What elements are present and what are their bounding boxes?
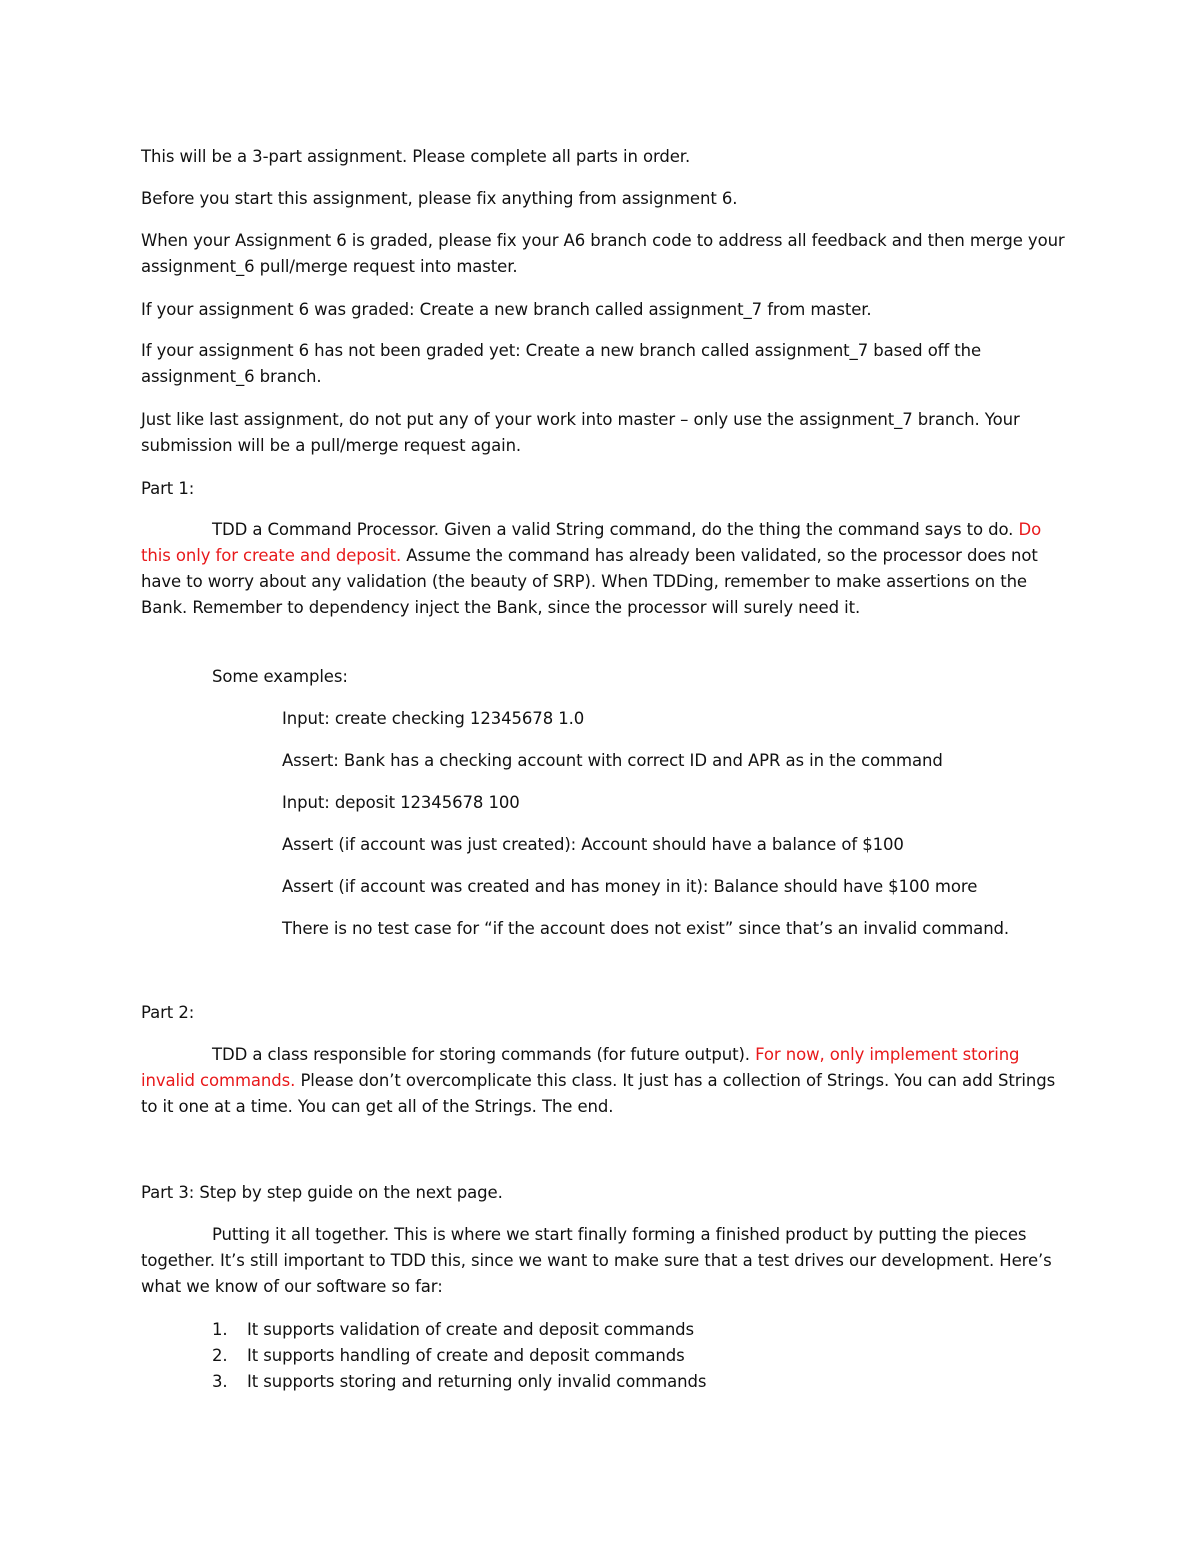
list-number: 3.	[212, 1372, 228, 1391]
part2-body-text-a: TDD a class responsible for storing commands (for future output).	[212, 1045, 756, 1064]
part2-body	[141, 1042, 1071, 1120]
intro-line-6: Just like last assignment, do not put any of your work into master – only use the assignment_7 branch. Your submission will be a pull/merge request again.	[141, 410, 1020, 455]
part1-heading: Part 1:	[141, 479, 195, 498]
list-number: 1.	[212, 1320, 228, 1339]
list-item-text: It supports storing and returning only invalid commands	[247, 1372, 707, 1391]
part3-heading: Part 3: Step by step guide on the next page.	[141, 1183, 503, 1202]
part2-heading: Part 2:	[141, 1003, 195, 1022]
list-item-text: It supports handling of create and deposit commands	[247, 1346, 685, 1365]
example-item: Assert (if account was created and has money in it): Balance should have $100 more	[282, 877, 978, 896]
part2-body-red: For now, only implement storing invalid commands.	[141, 1045, 1020, 1090]
part1-body-text-a: TDD a Command Processor. Given a valid String command, do the thing the command says to do.	[212, 520, 1019, 539]
part2-body-text-b: Please don’t overcomplicate this class. It just has a collection of Strings. You can add Strings to it one at a time. You can get all of the Strings. The end.	[141, 1071, 1056, 1116]
example-item: There is no test case for “if the account does not exist” since that’s an invalid command.	[282, 919, 1010, 938]
part1-body-red: Do this only for create and deposit.	[141, 520, 1042, 565]
part1-body-text-b: Assume the command has already been validated, so the processor does not have to worry about any validation (the beauty of SRP). When TDDing, remember to make assertions on the Bank. Remember to dependency inject the Bank, since the processor will surely need it.	[141, 546, 1038, 617]
example-item: Input: create checking 12345678 1.0	[282, 709, 585, 728]
list-item-text: It supports validation of create and deposit commands	[247, 1320, 695, 1339]
example-item: Input: deposit 12345678 100	[282, 793, 520, 812]
list-item	[212, 1317, 1072, 1343]
intro-line-3: When your Assignment 6 is graded, please fix your A6 branch code to address all feedback and then merge your assignment_6 pull/merge request into master.	[141, 231, 1065, 276]
part3-body: Putting it all together. This is where we start finally forming a finished product by putting the pieces together. It’s still important to TDD this, since we want to make sure that a test drives our development. Here’s what we know of our software so far:	[141, 1225, 1052, 1296]
intro-line-5: If your assignment 6 has not been graded yet: Create a new branch called assignment_7 based off the assignment_6 branch.	[141, 341, 982, 386]
list-number: 2.	[212, 1346, 228, 1365]
example-item: Assert (if account was just created): Account should have a balance of $100	[282, 835, 904, 854]
list-item	[212, 1369, 1072, 1395]
example-item: Assert: Bank has a checking account with correct ID and APR as in the command	[282, 751, 943, 770]
capabilities-list	[212, 1317, 1072, 1395]
intro-line-2: Before you start this assignment, please fix anything from assignment 6.	[141, 189, 738, 208]
examples-label: Some examples:	[212, 667, 348, 686]
intro-line-4: If your assignment 6 was graded: Create a new branch called assignment_7 from master.	[141, 300, 872, 319]
intro-line-1: This will be a 3-part assignment. Please complete all parts in order.	[141, 147, 691, 166]
part1-body	[141, 517, 1071, 621]
list-item	[212, 1343, 1072, 1369]
